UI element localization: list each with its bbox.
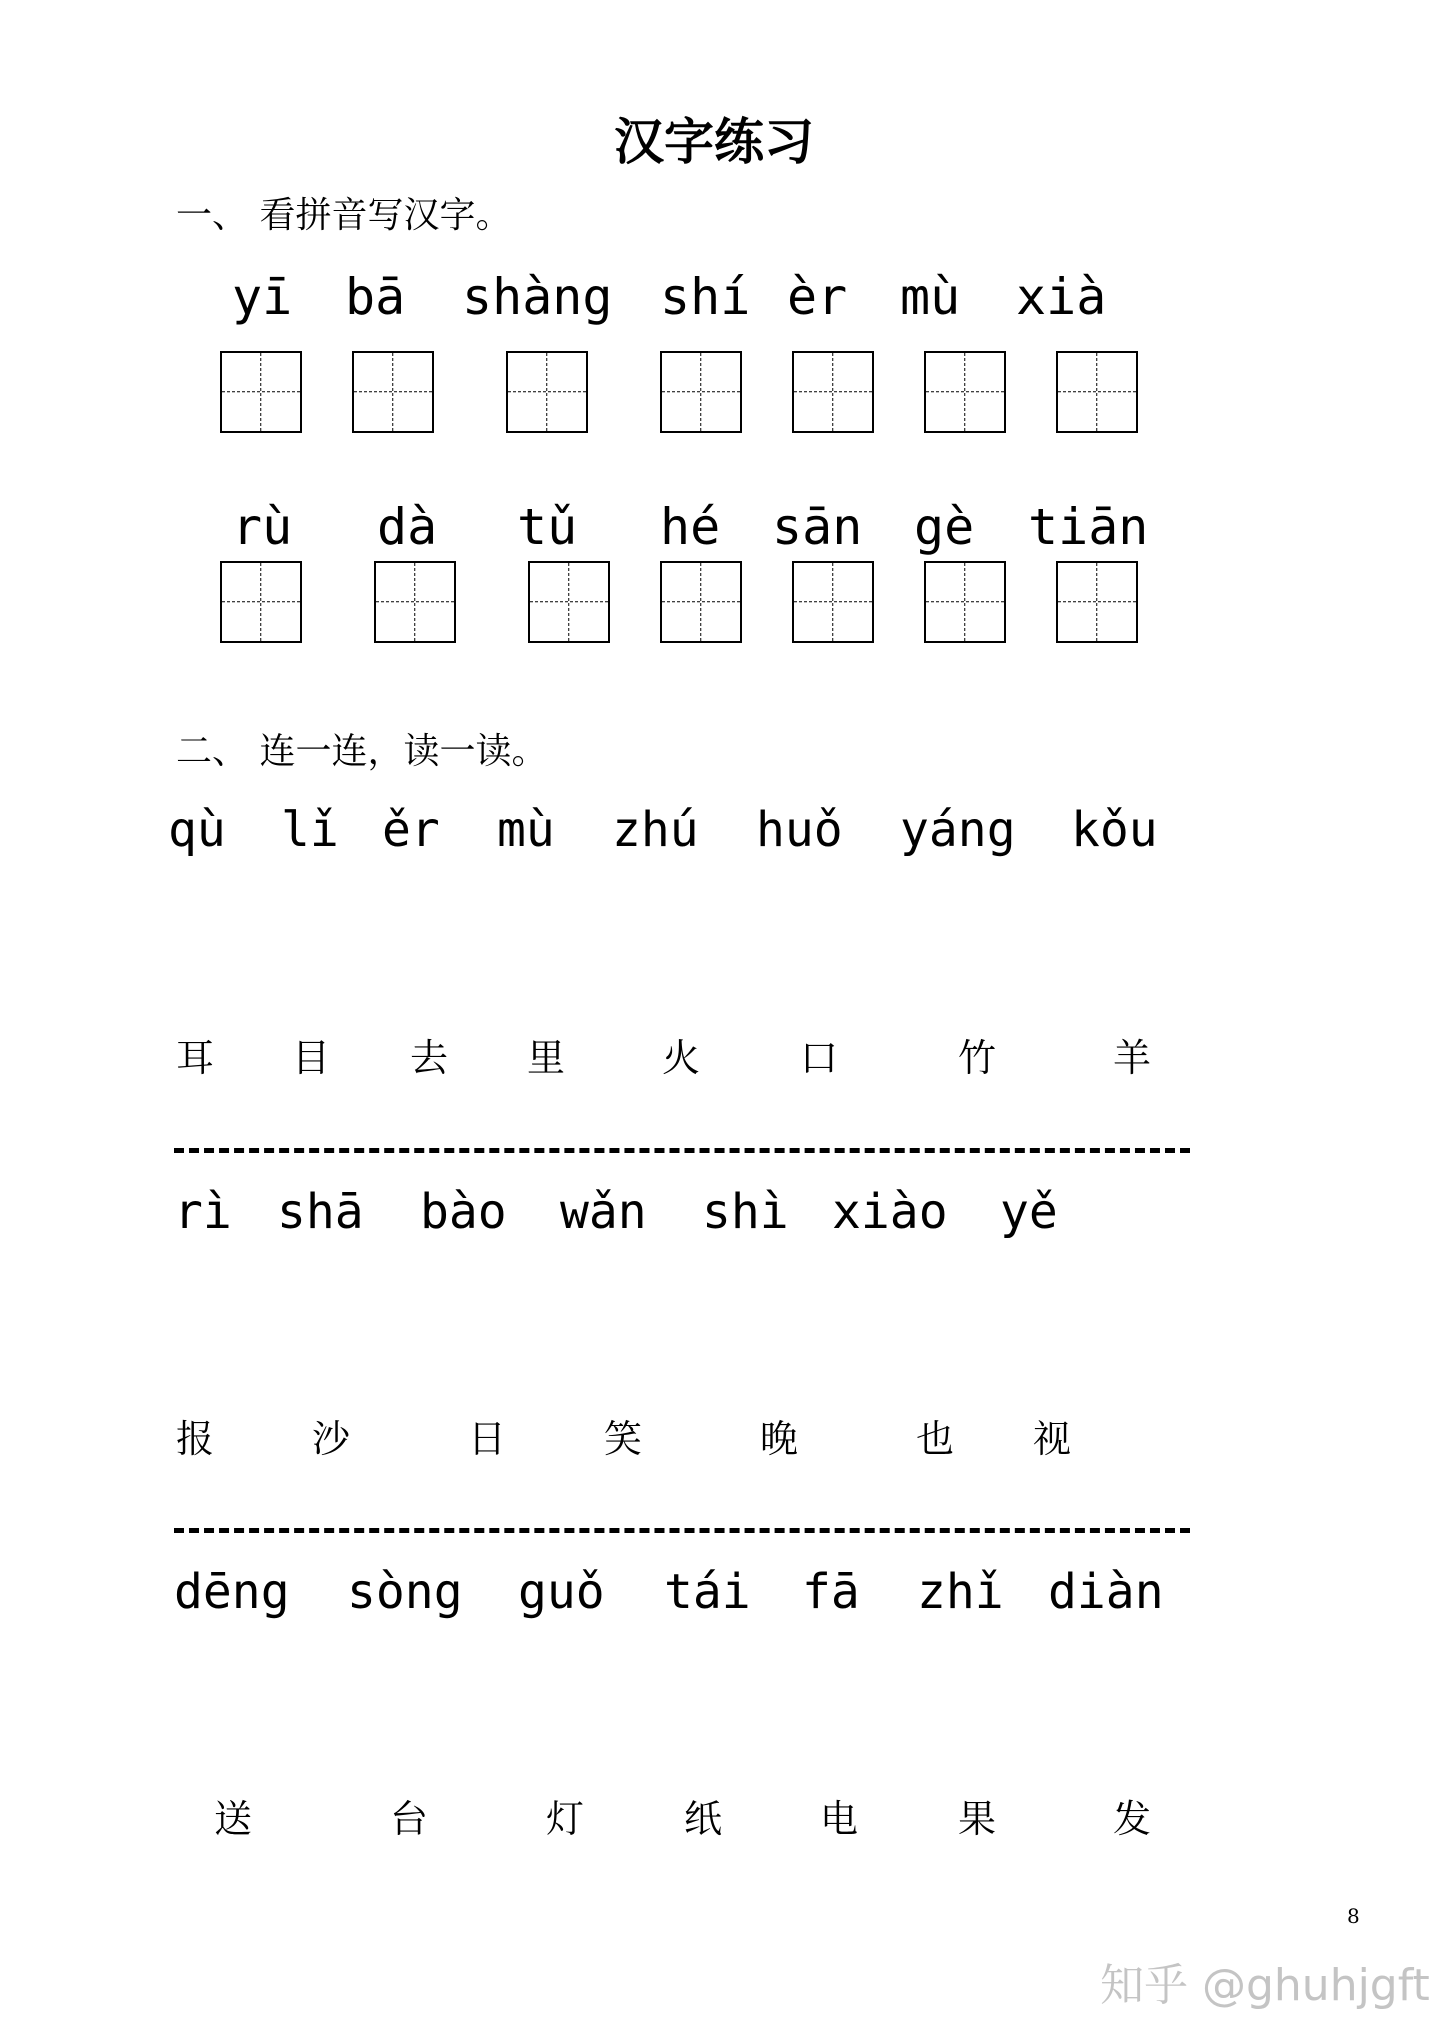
writing-grid[interactable]	[374, 561, 456, 643]
separator-dashed	[174, 1148, 1190, 1153]
match-hanzi: 火	[662, 1036, 701, 1080]
writing-grid[interactable]	[924, 351, 1006, 433]
writing-grid[interactable]	[528, 561, 610, 643]
match-hanzi: 去	[410, 1036, 449, 1080]
match-pinyin: shā	[277, 1184, 364, 1240]
match-pinyin: kǒu	[1071, 802, 1158, 858]
page-title: 汉字练习	[614, 113, 814, 171]
match-pinyin: guǒ	[518, 1564, 605, 1620]
match-hanzi: 台	[390, 1797, 429, 1841]
page-number: 8	[1347, 1904, 1360, 1928]
match-hanzi: 目	[292, 1036, 331, 1080]
match-hanzi: 笑	[604, 1417, 643, 1461]
pinyin-label: xià	[1016, 268, 1107, 326]
pinyin-label: shàng	[462, 268, 613, 326]
writing-grid[interactable]	[220, 561, 302, 643]
writing-grid[interactable]	[660, 561, 742, 643]
match-hanzi: 日	[468, 1417, 507, 1461]
pinyin-label: rù	[232, 498, 293, 556]
pinyin-label: shí	[660, 268, 751, 326]
pinyin-label: èr	[787, 268, 848, 326]
match-hanzi: 晚	[760, 1417, 799, 1461]
match-hanzi: 电	[820, 1797, 859, 1841]
separator-dashed	[174, 1528, 1190, 1533]
match-hanzi: 口	[800, 1036, 839, 1080]
match-hanzi: 纸	[684, 1797, 723, 1841]
match-pinyin: zhú	[612, 802, 699, 858]
pinyin-label: yī	[232, 268, 293, 326]
match-pinyin: huǒ	[756, 802, 843, 858]
pinyin-label: mù	[900, 268, 961, 326]
match-hanzi: 果	[958, 1797, 997, 1841]
section-2-heading: 二、 连一连，读一读。	[176, 731, 548, 772]
match-pinyin: dēng	[174, 1564, 290, 1620]
match-hanzi: 也	[916, 1417, 955, 1461]
pinyin-label: gè	[914, 498, 975, 556]
writing-grid[interactable]	[660, 351, 742, 433]
match-hanzi: 竹	[958, 1036, 997, 1080]
match-hanzi: 羊	[1113, 1036, 1152, 1080]
match-pinyin: fā	[802, 1564, 860, 1620]
match-pinyin: wǎn	[560, 1184, 647, 1240]
watermark-text: 知乎 @ghuhjgft	[1100, 1960, 1430, 2011]
match-pinyin: lǐ	[281, 802, 339, 858]
pinyin-label: bā	[345, 268, 406, 326]
match-pinyin: rì	[174, 1184, 232, 1240]
match-pinyin: yě	[1000, 1184, 1058, 1240]
writing-grid[interactable]	[924, 561, 1006, 643]
match-hanzi: 沙	[312, 1417, 351, 1461]
match-hanzi: 里	[527, 1036, 566, 1080]
pinyin-label: dà	[377, 498, 438, 556]
match-pinyin: mù	[497, 802, 555, 858]
match-pinyin: ěr	[382, 802, 440, 858]
match-hanzi: 灯	[546, 1797, 585, 1841]
writing-grid[interactable]	[792, 351, 874, 433]
match-pinyin: yáng	[900, 802, 1016, 858]
writing-grid[interactable]	[1056, 351, 1138, 433]
match-pinyin: shì	[702, 1184, 789, 1240]
pinyin-label: tiān	[1028, 498, 1149, 556]
match-hanzi: 视	[1033, 1417, 1072, 1461]
match-pinyin: qù	[168, 802, 226, 858]
writing-grid[interactable]	[352, 351, 434, 433]
pinyin-label: tǔ	[517, 498, 578, 556]
writing-grid[interactable]	[1056, 561, 1138, 643]
match-hanzi: 送	[214, 1797, 253, 1841]
writing-grid[interactable]	[792, 561, 874, 643]
match-pinyin: bào	[420, 1184, 507, 1240]
section-1-heading: 一、 看拼音写汉字。	[176, 195, 512, 236]
pinyin-label: sān	[772, 498, 863, 556]
match-pinyin: tái	[664, 1564, 751, 1620]
writing-grid[interactable]	[220, 351, 302, 433]
match-pinyin: zhǐ	[917, 1564, 1004, 1620]
match-hanzi: 报	[176, 1417, 215, 1461]
match-pinyin: sòng	[347, 1564, 463, 1620]
writing-grid[interactable]	[506, 351, 588, 433]
pinyin-label: hé	[660, 498, 721, 556]
match-hanzi: 耳	[176, 1036, 215, 1080]
match-hanzi: 发	[1113, 1797, 1152, 1841]
match-pinyin: diàn	[1048, 1564, 1164, 1620]
match-pinyin: xiào	[832, 1184, 948, 1240]
